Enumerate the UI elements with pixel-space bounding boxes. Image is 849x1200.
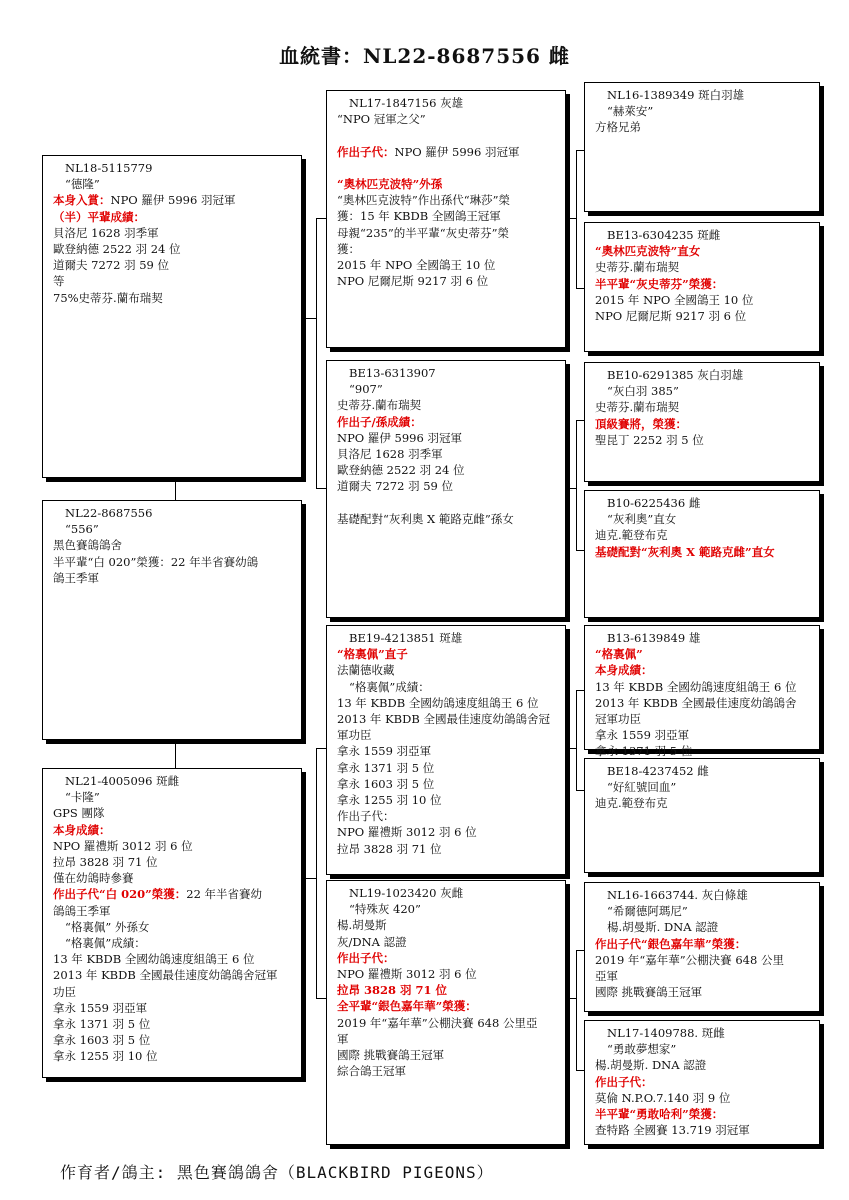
pedigree-line: 拿永 1603 羽 5 位	[53, 1033, 151, 1048]
pedigree-line: 功臣	[53, 984, 76, 999]
pedigree-line: 綜合鴿王冠軍	[337, 1064, 406, 1079]
pedigree-line: “好紅號回血”	[607, 780, 677, 795]
pedigree-line: “赫萊安”	[607, 104, 654, 119]
pedigree-line	[337, 160, 565, 176]
pedigree-line: 作出子代：	[595, 1074, 653, 1089]
connector	[302, 318, 316, 319]
connector	[566, 488, 576, 489]
connector	[576, 150, 577, 288]
pedigree-line: “556”	[65, 522, 99, 537]
sire-sire-box	[326, 90, 566, 348]
dam-dam-sire-box	[584, 882, 820, 1012]
connector	[302, 878, 316, 879]
pedigree-line: 拿永 1559 羽亞軍	[595, 728, 690, 743]
pedigree-line: 軍	[337, 1031, 349, 1046]
pedigree-line: 頂級賽將，榮獲：	[595, 416, 687, 431]
pedigree-line: 冠軍功臣	[595, 712, 641, 727]
pedigree-line: 母親“235”的半平輩“灰史蒂芬”榮	[337, 225, 509, 240]
pedigree-line: “灰白羽 385”	[607, 384, 679, 399]
dam-sire-box	[326, 625, 566, 875]
highlight-label: 作出子代：	[337, 144, 395, 159]
pedigree-line: BE13-6313907	[349, 366, 436, 380]
connector	[566, 218, 576, 219]
pedigree-line: NL16-1389349 斑白羽雄	[607, 88, 745, 102]
pedigree-line: 獲：15 年 KBDB 全國鴿王冠軍	[337, 209, 501, 224]
pedigree-line: 聖昆丁 2252 羽 5 位	[595, 432, 704, 447]
pedigree-line: 史蒂芬.蘭布瑞契	[595, 400, 680, 415]
pedigree-line: 史蒂芬.蘭布瑞契	[337, 398, 422, 413]
pedigree-line: 法蘭德收藏	[337, 663, 395, 678]
pedigree-line: 拿永 1559 羽亞軍	[337, 744, 432, 759]
highlight-label: 作出子代“白 020”榮獲：	[53, 887, 187, 902]
pedigree-line: 13 年 KBDB 全國幼鴿速度組鴿王 6 位	[53, 952, 255, 967]
pedigree-line: 全平輩“銀色嘉年華”榮獲：	[337, 999, 477, 1014]
pedigree-line: 作出子/孫成績：	[337, 414, 422, 429]
pedigree-line: “格裏佩” 外孫女	[65, 919, 150, 934]
pedigree-line: NPO 羅禮斯 3012 羽 6 位	[53, 838, 193, 853]
pedigree-line: 拉昂 3828 羽 71 位	[53, 855, 158, 870]
pedigree-line: “奧林匹克波特”外孫	[337, 177, 443, 192]
breeder-footer: 作育者/鴿主: 黑色賽鴿鴿舍（BLACKBIRD PIGEONS）	[60, 1163, 494, 1182]
pedigree-line: BE13-6304235 斑雌	[607, 228, 721, 242]
pedigree-line: 楊.胡曼斯	[337, 918, 387, 933]
pedigree-line	[337, 144, 565, 160]
pedigree-line: “希爾德阿瑪尼”	[607, 904, 688, 919]
pedigree-line: GPS 團隊	[53, 806, 105, 821]
pedigree-line: 道爾夫 7272 羽 59 位	[53, 258, 170, 273]
pedigree-line: “卡隆”	[65, 790, 100, 805]
pedigree-line: 2015 年 NPO 全國鴿王 10 位	[595, 292, 754, 307]
dam-sire-sire-box	[584, 625, 820, 759]
pedigree-line: BE19-4213851 斑雄	[349, 631, 463, 645]
connector	[576, 690, 577, 790]
pedigree-line: “灰利奧”直女	[607, 512, 677, 527]
pedigree-line: 亞軍	[595, 969, 618, 984]
pedigree-line: 莫倫 N.P.O.7.140 羽 9 位	[595, 1090, 731, 1105]
pedigree-line: 史蒂芬.蘭布瑞契	[595, 260, 680, 275]
pedigree-line: 歐登納德 2522 羽 24 位	[337, 463, 465, 478]
pedigree-line: B10-6225436 雌	[607, 496, 701, 510]
pedigree-line: NL19-1023420 灰雌	[349, 886, 464, 900]
pedigree-line: “907”	[349, 382, 383, 397]
pedigree-line: BE10-6291385 灰白羽雄	[607, 368, 744, 382]
connector	[576, 950, 584, 951]
pedigree-line: 拿永 1371 羽 5 位	[53, 1017, 151, 1032]
connector	[316, 488, 326, 489]
pedigree-line: NL21-4005096 斑雌	[65, 774, 180, 788]
highlight-label: 本身入賞：	[53, 193, 111, 208]
pedigree-line: 道爾夫 7272 羽 59 位	[337, 479, 454, 494]
dam-box	[42, 768, 302, 1078]
pedigree-line: 僅在幼鴿時參賽	[53, 871, 134, 886]
pedigree-line: 本身成績：	[53, 822, 111, 837]
pedigree-line: 拿永 1559 羽亞軍	[53, 1000, 148, 1015]
pedigree-line: “奧林匹克波特”直女	[595, 244, 701, 259]
pedigree-line: 灰/DNA 認證	[337, 934, 407, 949]
pedigree-line: 半平輩“白 020”榮獲：22 年半省賽幼鴿	[53, 554, 259, 569]
pedigree-line: 2013 年 KBDB 全國最佳速度幼鴿鴿舍	[595, 695, 797, 710]
pedigree-line: 拿永 1371 羽 5 位	[337, 760, 435, 775]
connector	[566, 748, 576, 749]
sire-dam-sire-box	[584, 362, 820, 482]
sire-sire-dam-box	[584, 222, 820, 352]
pedigree-line: 13 年 KBDB 全國幼鴿速度組鴿王 6 位	[595, 679, 797, 694]
pedigree-title: 血統書：NL22-8687556 雌	[279, 44, 570, 68]
sire-sire-sire-box	[584, 82, 820, 212]
pedigree-line: 半平輩“灰史蒂芬”榮獲：	[595, 276, 724, 291]
connector	[576, 420, 584, 421]
pedigree-line: “格裏佩”	[595, 647, 643, 662]
pedigree-line: 13 年 KBDB 全國幼鴿速度組鴿王 6 位	[337, 695, 539, 710]
pedigree-line: “NPO 冠軍之父”	[337, 112, 426, 127]
connector	[316, 218, 326, 219]
pedigree-line: 歐登納德 2522 羽 24 位	[53, 242, 181, 257]
pedigree-line: 迪克.範登布克	[595, 528, 668, 543]
connector	[175, 740, 176, 768]
pedigree-line: 鴿鴿王季軍	[53, 903, 111, 918]
pedigree-line	[53, 192, 301, 208]
pedigree-line: 楊.胡曼斯. DNA 認證	[607, 920, 719, 935]
pedigree-line: 方格兄弟	[595, 120, 641, 135]
pedigree-line: 黑色賽鴿鴿舍	[53, 538, 122, 553]
connector	[316, 218, 317, 488]
pedigree-line: 2015 年 NPO 全國鴿王 10 位	[337, 258, 496, 273]
connector	[576, 950, 577, 1070]
dam-dam-dam-box	[584, 1020, 820, 1145]
pedigree-line: 拿永 1255 羽 10 位	[337, 793, 442, 808]
pedigree-line: 2019 年“嘉年華”公棚決賽 648 公里	[595, 952, 784, 967]
highlight-value: 22 年半省賽幼	[186, 887, 263, 902]
pedigree-line: NPO 尼爾尼斯 9217 羽 6 位	[595, 309, 747, 324]
pedigree-line: 迪克.範登布克	[595, 796, 668, 811]
connector	[576, 288, 584, 289]
pedigree-line: 軍功臣	[337, 728, 372, 743]
pedigree-line: 基礎配對“灰利奧 X 範路克雌”孫女	[337, 511, 514, 526]
pedigree-line: 2013 年 KBDB 全國最佳速度幼鴿鴿舍冠	[337, 712, 550, 727]
sire-dam-box	[326, 360, 566, 618]
pedigree-line	[337, 495, 565, 511]
dam-sire-dam-box	[584, 758, 820, 873]
pedigree-line: NPO 羅伊 5996 羽冠軍	[337, 430, 462, 445]
subject-box	[42, 500, 302, 740]
pedigree-line: “勇敢夢想家”	[607, 1042, 677, 1057]
pedigree-line: 國際 挑戰賽鴿王冠軍	[337, 1048, 445, 1063]
pedigree-line: 獲：	[337, 241, 360, 256]
pedigree-line: 作出子代：	[337, 809, 395, 824]
pedigree-line: NL16-1663744. 灰白條雄	[607, 888, 748, 902]
pedigree-line: 拉昂 3828 羽 71 位	[337, 983, 448, 998]
pedigree-line: 貝洛尼 1628 羽季軍	[53, 225, 159, 240]
pedigree-line: NPO 羅禮斯 3012 羽 6 位	[337, 967, 477, 982]
connector	[316, 998, 326, 999]
pedigree-line: NL17-1847156 灰雄	[349, 96, 464, 110]
pedigree-line: 等	[53, 274, 65, 289]
pedigree-line: 拿永 1371 羽 5 位	[595, 744, 693, 759]
pedigree-line: 鴿王季軍	[53, 570, 99, 585]
pedigree-line: NL17-1409788. 斑雌	[607, 1026, 725, 1040]
pedigree-line: 作出子代“銀色嘉年華”榮獲：	[595, 936, 747, 951]
highlight-value: NPO 羅伊 5996 羽冠軍	[110, 193, 236, 208]
connector	[316, 748, 317, 998]
pedigree-line: “德隆”	[65, 177, 100, 192]
pedigree-line: NL18-5115779	[65, 161, 153, 175]
pedigree-line: “特殊灰 420”	[349, 902, 421, 917]
pedigree-line: 75%史蒂芬.蘭布瑞契	[53, 290, 163, 305]
pedigree-line: NL22-8687556	[65, 506, 153, 520]
connector	[576, 1070, 584, 1071]
pedigree-line: 拉昂 3828 羽 71 位	[337, 841, 442, 856]
connector	[566, 998, 576, 999]
connector	[576, 550, 584, 551]
pedigree-line: 貝洛尼 1628 羽季軍	[337, 447, 443, 462]
highlight-value: NPO 羅伊 5996 羽冠軍	[394, 144, 520, 159]
pedigree-line: 作出子代：	[337, 950, 395, 965]
pedigree-line: 拿永 1255 羽 10 位	[53, 1049, 158, 1064]
pedigree-line: 國際 挑戰賽鴿王冠軍	[595, 985, 703, 1000]
pedigree-line: 本身成績：	[595, 663, 653, 678]
pedigree-line: “格裏佩”成績：	[349, 679, 430, 694]
connector	[576, 420, 577, 550]
pedigree-line: “格裏佩”直子	[337, 647, 408, 662]
pedigree-line	[337, 127, 565, 143]
pedigree-line: 2013 年 KBDB 全國最佳速度幼鴿鴿舍冠軍	[53, 968, 278, 983]
connector	[576, 690, 584, 691]
connector	[175, 478, 176, 500]
pedigree-line: 查特路 全國賽 13.719 羽冠軍	[595, 1123, 750, 1138]
pedigree-line: 楊.胡曼斯. DNA 認證	[595, 1058, 707, 1073]
dam-dam-box	[326, 880, 566, 1145]
pedigree-line: “奧林匹克波特”作出孫代“琳莎”榮	[337, 193, 511, 208]
connector	[576, 790, 584, 791]
sire-dam-dam-box	[584, 490, 820, 618]
pedigree-line: B13-6139849 雄	[607, 631, 701, 645]
pedigree-line	[53, 886, 301, 902]
pedigree-line: NPO 羅禮斯 3012 羽 6 位	[337, 825, 477, 840]
pedigree-line: （半）平輩成績：	[53, 209, 145, 224]
sire-box	[42, 155, 302, 478]
connector	[576, 150, 584, 151]
pedigree-line: BE18-4237452 雌	[607, 764, 709, 778]
pedigree-line: 拿永 1603 羽 5 位	[337, 776, 435, 791]
pedigree-line: 基礎配對“灰利奧 X 範路克雌”直女	[595, 544, 775, 559]
pedigree-line: 2019 年“嘉年華”公棚決賽 648 公里亞	[337, 1015, 538, 1030]
pedigree-line: “格裏佩”成績：	[65, 936, 146, 951]
connector	[316, 748, 326, 749]
pedigree-line: 半平輩“勇敢哈利”榮獲：	[595, 1107, 724, 1122]
pedigree-line: NPO 尼爾尼斯 9217 羽 6 位	[337, 274, 489, 289]
